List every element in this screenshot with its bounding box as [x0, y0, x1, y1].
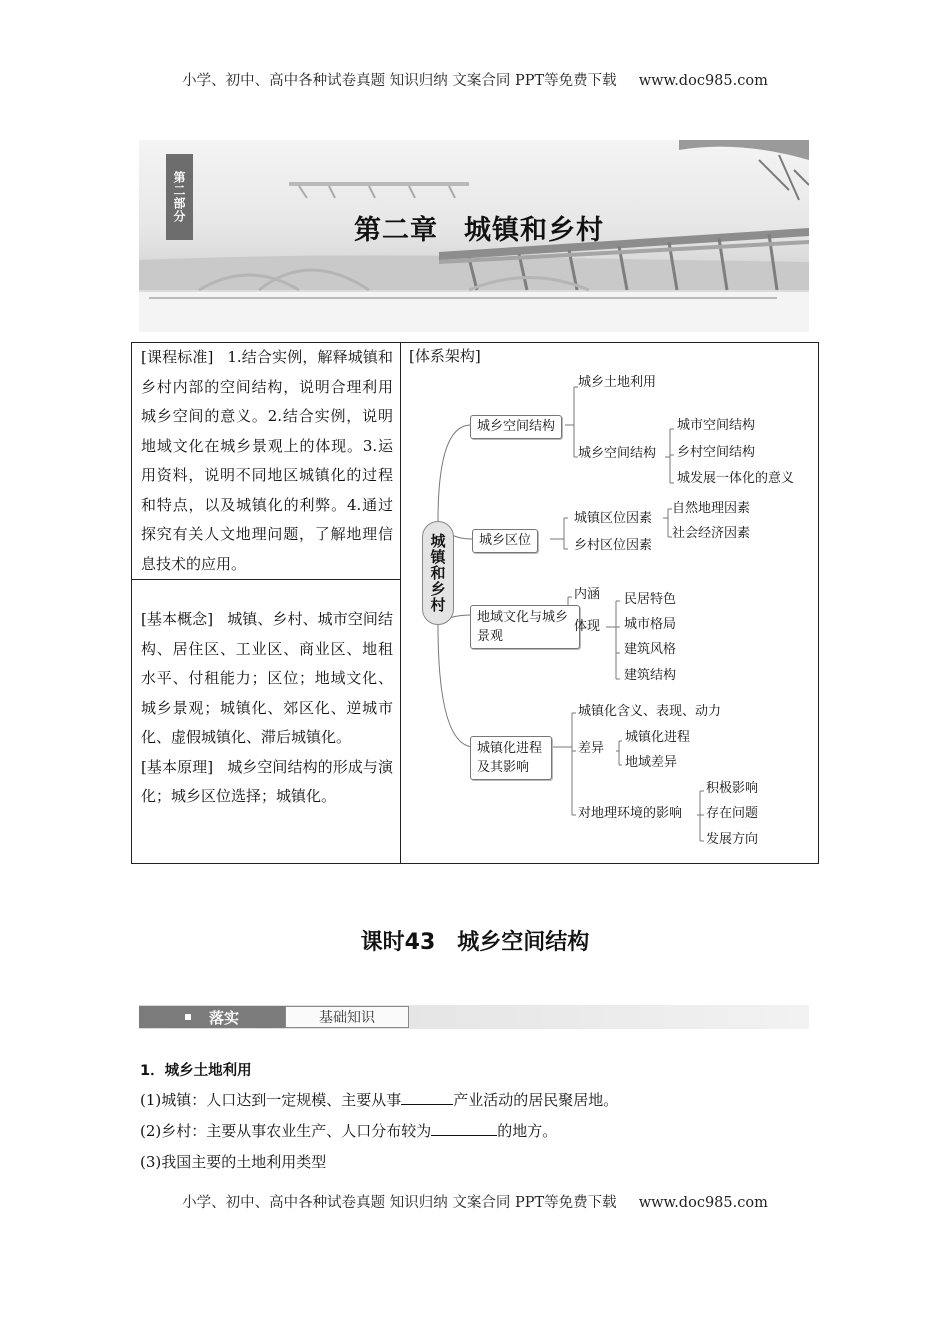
mindmap-center-node: 城镇和乡村: [422, 521, 454, 625]
leaf-item: 存在问题: [706, 806, 759, 821]
branch-regional-culture: 地域文化与城乡景观: [470, 605, 580, 649]
leaf-item: 城镇化进程: [625, 730, 691, 745]
leaf-item: 地域差异: [625, 755, 678, 770]
fill-blank[interactable]: [431, 1122, 497, 1136]
part-tag: 第二部分: [166, 154, 193, 240]
node-environment-impact: 对地理环境的影响: [578, 806, 683, 821]
section-tag-light: 基础知识: [285, 1006, 409, 1028]
footer-url[interactable]: www.doc985.com: [638, 1195, 768, 1211]
line1-prefix: (1)城镇：人口达到一定规模、主要从事: [140, 1091, 402, 1109]
fill-blank[interactable]: [401, 1091, 453, 1105]
branch-urban-rural-structure: 城乡空间结构: [470, 415, 562, 439]
lesson-number: 课时43: [360, 930, 436, 955]
content-line-1: [140, 1089, 618, 1110]
header-url[interactable]: www.doc985.com: [638, 73, 768, 89]
section-header-bar: [139, 1005, 809, 1029]
leaf-item: 社会经济因素: [672, 526, 751, 541]
node-town-location: 城镇区位因素: [574, 511, 653, 526]
page-header: [0, 69, 950, 90]
line1-suffix: 产业活动的居民聚居地。: [453, 1091, 619, 1109]
chapter-name: 城镇和乡村: [464, 215, 604, 246]
chapter-banner: [139, 140, 809, 332]
line2-prefix: (2)乡村：主要从事农业生产、人口分布较为: [140, 1122, 432, 1140]
principles-text: 城乡空间结构的形成与演化；城乡区位选择；城镇化。: [141, 757, 393, 805]
page-footer: [0, 1191, 950, 1212]
leaf-item: 民居特色: [624, 592, 677, 607]
content-heading: 1．城乡土地利用: [140, 1063, 252, 1079]
node-spatial-structure: 城乡空间结构: [578, 446, 657, 461]
section-tag-dark: [139, 1006, 285, 1028]
leaf-item: 城市格局: [624, 617, 677, 632]
lesson-title: [0, 925, 950, 956]
leaf-item: 城市空间结构: [677, 418, 756, 433]
line2-suffix: 的地方。: [497, 1122, 558, 1140]
leaf-item: 城发展一体化的意义: [677, 471, 795, 486]
header-text: 小学、初中、高中各种试卷真题 知识归纳 文案合同 PPT等免费下载: [182, 73, 617, 89]
chapter-title: [139, 208, 809, 247]
content-line-3: (3)我国主要的土地利用类型: [140, 1153, 327, 1171]
standards-label: [课程标准]: [141, 348, 214, 366]
node-manifestation: 体现: [574, 619, 601, 634]
square-bullet-icon: [185, 1014, 191, 1020]
lesson-name: 城乡空间结构: [457, 930, 590, 955]
leaf-item: 建筑结构: [624, 668, 677, 683]
chapter-number: 第二章: [354, 215, 438, 246]
node-village-location: 乡村区位因素: [574, 538, 653, 553]
node-differences: 差异: [578, 741, 605, 756]
node-urbanization-meaning: 城镇化含义、表现、动力: [578, 704, 722, 719]
overview-table: [131, 342, 819, 864]
node-connotation: 内涵: [574, 587, 601, 602]
branch-location: 城乡区位: [472, 529, 538, 553]
concepts-text: 城镇、乡村、城市空间结构、居住区、工业区、商业区、地租水平、付租能力；区位；地域文化、城乡景观；城镇化、郊区化、逆城市化、虚假城镇化、滞后城镇化。: [141, 610, 393, 746]
content-line-2: [140, 1120, 557, 1141]
principles-label: [基本原理]: [141, 757, 214, 776]
branch-urbanization: 城镇化进程及其影响: [470, 736, 552, 780]
standards-text: 1.结合实例，解释城镇和乡村内部的空间结构，说明合理利用城乡空间的意义。2.结合实例，说明地域文化在城乡景观上的体现。3.运用资料，说明不同地区城镇化的过程和特点，以及城镇化的利弊。4.通过探究有关人文地理问题，了解地理信息技术的应用。: [141, 348, 393, 573]
leaf-item: 发展方向: [706, 832, 759, 847]
node-land-use: 城乡土地利用: [578, 375, 657, 390]
concept-mindmap: [132, 343, 820, 865]
footer-text: 小学、初中、高中各种试卷真题 知识归纳 文案合同 PPT等免费下载: [182, 1195, 617, 1211]
system-structure-label: [体系架构]: [409, 347, 481, 365]
leaf-item: 乡村空间结构: [677, 445, 756, 460]
leaf-item: 建筑风格: [624, 642, 677, 657]
concepts-label: [基本概念]: [141, 610, 214, 628]
section-dark-label: 落实: [208, 1008, 239, 1027]
leaf-item: 积极影响: [706, 781, 759, 796]
leaf-item: 自然地理因素: [672, 501, 751, 516]
